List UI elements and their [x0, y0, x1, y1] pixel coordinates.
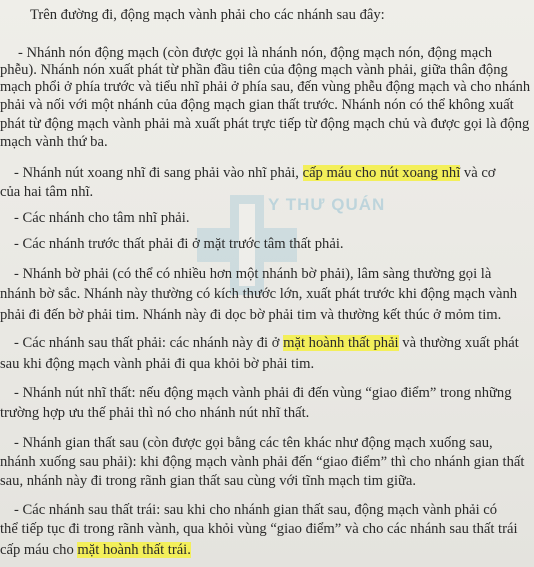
- paragraph-line: - Nhánh gian thất sau (còn được gọi bằng các tên khác như động mạch xuống sau,: [14, 435, 493, 451]
- highlight: mặt hoành thất trái.: [77, 542, 191, 558]
- paragraph-line: trường hợp ưu thế phải thì nó cho nhánh nút nhĩ thất.: [0, 405, 310, 421]
- paragraph-line: mạch vành thứ ba.: [0, 134, 108, 150]
- paragraph-line: - Nhánh nón động mạch (còn được gọi là nhánh nón, động mạch nón, động mạch: [18, 45, 493, 61]
- watermark-text: Y THƯ QUÁN: [268, 195, 386, 214]
- paragraph-line: cấp máu cho mặt hoành thất trái.: [0, 542, 191, 558]
- paragraph-line: của hai tâm nhĩ.: [0, 184, 94, 200]
- paragraph-line: mạch phổi ở phía trước và tiểu nhĩ phải ở phía sau, đến vùng phễu động mạch và cho nhánh: [0, 79, 531, 95]
- paragraph-line: thể tiếp tục đi trong rãnh vành, qua khỏi vùng “giao điểm” và cho các nhánh sau thất trái: [0, 521, 518, 537]
- paragraph-line: phát từ động mạch vành phải mà xuất phát trực tiếp từ động mạch chủ và được gọi là động: [0, 116, 530, 132]
- paragraph-line: sau khi động mạch vành phải đi qua khỏi bờ phải tim.: [0, 356, 315, 372]
- paragraph-line: - Các nhánh cho tâm nhĩ phải.: [14, 210, 190, 226]
- paragraph-line: - Nhánh nút nhĩ thất: nếu động mạch vành phải đi đến vùng “giao điểm” trong những: [14, 385, 512, 401]
- paragraph-line: phải đi đến bờ phải tim. Nhánh này đi dọc bờ phải tim và thường kết thúc ở mỏm tim.: [0, 307, 502, 323]
- paragraph-line: sau, nhánh này đi trong rãnh gian thất sau cùng với tĩnh mạch tim giữa.: [0, 473, 417, 489]
- paragraph-line: phải và nối với một nhánh của động mạch gian thất trước. Nhánh nón có thể không xuất: [0, 97, 514, 113]
- paragraph-line: - Nhánh bờ phải (có thể có nhiều hơn một nhánh bờ phải), lâm sàng thường gọi là: [14, 266, 492, 282]
- highlight: mặt hoành thất phải: [283, 335, 399, 351]
- paragraph-line: - Các nhánh sau thất phải: các nhánh này đi ở mặt hoành thất phải và thường xuất phát: [14, 335, 519, 351]
- paragraph-line: nhánh xuống sau phải): khi động mạch vành phải đến “giao điểm” thì cho nhánh gian thất: [0, 454, 525, 470]
- highlight: cấp máu cho nút xoang nhĩ: [302, 165, 461, 181]
- paragraph-line: nhánh bờ sắc. Nhánh này thường có kích thước lớn, xuất phát trước khi động mạch vành: [0, 286, 518, 302]
- paragraph-line: - Các nhánh trước thất phải đi ở mặt trước tâm thất phải.: [14, 236, 344, 252]
- paragraph-line: Trên đường đi, động mạch vành phải cho các nhánh sau đây:: [30, 7, 385, 23]
- paragraph-line: - Các nhánh sau thất trái: sau khi cho nhánh gian thất sau, động mạch vành phải có: [14, 502, 498, 518]
- paragraph-line: phễu). Nhánh nón xuất phát từ phần đầu tiên của động mạch vành phải, giữa thân động: [0, 62, 508, 78]
- paragraph-line: - Nhánh nút xoang nhĩ đi sang phải vào nhĩ phải, cấp máu cho nút xoang nhĩ và cơ: [14, 165, 496, 181]
